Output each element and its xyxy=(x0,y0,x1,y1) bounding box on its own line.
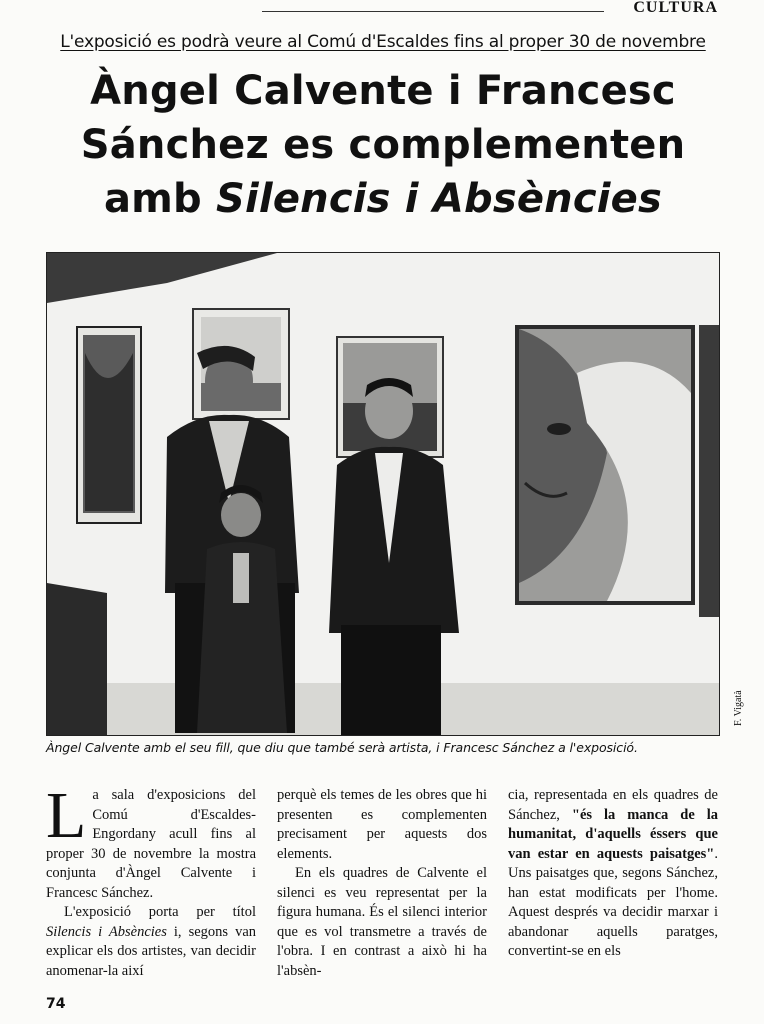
painting-portrait xyxy=(515,325,695,605)
paragraph: cia, representada en els quadres de Sánchez, "és la manca de la humanitat, d'aquells éssers que van estar en aquests paisatges". Uns paisatges que, segons Sánchez, han estat modificats per l'home. Aquest després va decidir marxar i abandonar aquells paratges, convertint-se en els xyxy=(508,787,719,959)
subheadline: L'exposició es podrà veure al Comú d'Escaldes fins al proper 30 de novembre xyxy=(60,32,706,52)
headline xyxy=(46,64,720,226)
headline-line-1: Àngel Calvente i Francesc xyxy=(90,68,676,114)
drop-cap: L xyxy=(46,779,87,852)
ceiling-shadow xyxy=(47,253,277,303)
headline-line-2: Sánchez es complementen xyxy=(80,122,686,168)
quote: "és la manca de la humanitat, d'aquells éssers que van estar en aquests paisatges" xyxy=(508,806,719,862)
photo-illustration xyxy=(47,253,719,735)
photo-caption: Àngel Calvente amb el seu fill, que diu que també serà artista, i Francesc Sánchez a l'exposició. xyxy=(46,740,638,755)
headline-exhibition-title: Silencis i Absències xyxy=(216,176,663,222)
painting-edge xyxy=(699,325,719,617)
article-column-2 xyxy=(277,786,487,981)
painting-1 xyxy=(77,327,141,523)
header-rule xyxy=(262,11,604,12)
photo-credit: F. Vigatà xyxy=(733,690,744,726)
paragraph: perquè els temes de les obres que hi presenten es complementen precisament per aquests dos elements. xyxy=(277,787,487,862)
exhibition-title: Silencis i Absències xyxy=(46,923,167,940)
paragraph: L'exposició porta per títol Silencis i Absències i, segons van explicar els dos artistes, van decidir anomenar-la així xyxy=(46,904,256,979)
article-column-3 xyxy=(508,786,718,962)
section-label: CULTURA xyxy=(633,0,718,16)
paragraph: La sala d'exposicions del Comú d'Escaldes-Engordany acull fins al proper 30 de novembre la mostra conjunta d'Àngel Calvente i Francesc Sánchez. xyxy=(46,779,256,901)
headline-line-3-prefix: amb xyxy=(103,176,217,222)
exhibition-photo xyxy=(46,252,720,736)
left-floor-shadow xyxy=(47,583,107,735)
paragraph: En els quadres de Calvente el silenci es veu representat per la figura humana. És el silenci interior que es vol transmetre a través de l'obra. I en contrast a això hi ha l'absèn- xyxy=(277,865,487,979)
article-column-1 xyxy=(46,779,256,981)
page-number: 74 xyxy=(46,996,66,1012)
